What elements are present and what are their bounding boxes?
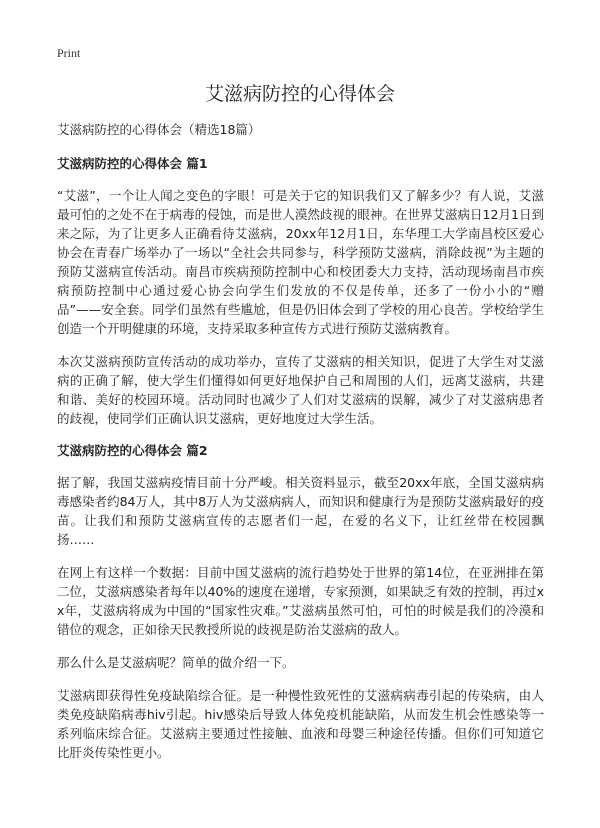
page-title: 艾滋病防控的心得体会 (204, 83, 395, 105)
article-subtitle: 艾滋病防控的心得体会（精选18篇） (57, 122, 261, 137)
section-2 (57, 442, 544, 762)
section-heading: 艾滋病防控的心得体会 篇1 (57, 156, 208, 171)
paragraph: 在网上有这样一个数据：目前中国艾滋病的流行趋势处于世界的第14位，在亚洲排在第二位，艾滋病感染者每年以40%的速度在递增，专家预测，如果缺乏有效的控制，再过xx年，艾滋病将成为中国的“国家性灾难。”艾滋病虽然可怕，可怕的时候是我们的冷漠和错位的观念，正如徐天民教授所说的歧视是防治艾滋病的敌人。 (57, 565, 544, 637)
paragraph: 据了解，我国艾滋病疫情目前十分严峻。相关资料显示，截至20xx年底，全国艾滋病病毒感染者约84万人，其中8万人为艾滋病病人，而知识和健康行为是预防艾滋病最好的疫苗。让我们和预防艾滋病宣传的志愿者们一起，在爱的名义下，让红丝带在校园飘扬…… (57, 475, 544, 547)
article-body (57, 121, 544, 776)
section-1 (57, 155, 544, 428)
paragraph: 本次艾滋病预防宣传活动的成功举办，宣传了艾滋病的相关知识，促进了大学生对艾滋病的正确了解，使大学生们懂得如何更好地保护自己和周围的人们，远离艾滋病，共建和谐、美好的校园环境。活动同时也减少了人们对艾滋病的误解，减少了对艾滋病患者的歧视，使同学们正确认识艾滋病，更好地度过大学生活。 (57, 354, 544, 426)
paragraph: 艾滋病即获得性免疫缺陷综合征。是一种慢性致死性的艾滋病病毒引起的传染病，由人类免疫缺陷病毒hiv引起。hiv感染后导致人体免疫机能缺陷，从而发生机会性感染等一系列临床综合征。艾滋病主要通过性接触、血液和母婴三种途径传播。但你们可知道它比肝炎传染性更小。 (57, 688, 544, 760)
paragraph: “艾滋”，一个让人闻之变色的字眼！可是关于它的知识我们又了解多少？有人说，艾滋最可怕的之处不在于病毒的侵蚀，而是世人漠然歧视的眼神。在世界艾滋病日12月1日到来之际，为了让更多人正确看待艾滋病，20xx年12月1日，东华理工大学南昌校区爱心协会在青春广场举办了一场以“全社会共同参与，科学预防艾滋病，消除歧视”为主题的预防艾滋病宣传活动。南昌市疾病预防控制中心和校团委大力支持，活动现场南昌市疾病预防控制中心通过爱心协会向学生们发放的不仅是传单，还多了一份小小的“赠品”——安全套。同学们虽然有些尴尬，但是仍旧体会到了学校的用心良苦。学校给学生创造一个开明健康的环境，支持采取多种宣传方式进行预防艾滋病教育。 (57, 188, 544, 336)
section-heading: 艾滋病防控的心得体会 篇2 (57, 443, 208, 458)
print-link[interactable]: Print (57, 46, 81, 60)
paragraph: 那么什么是艾滋病呢？简单的做介绍一下。 (57, 655, 295, 670)
